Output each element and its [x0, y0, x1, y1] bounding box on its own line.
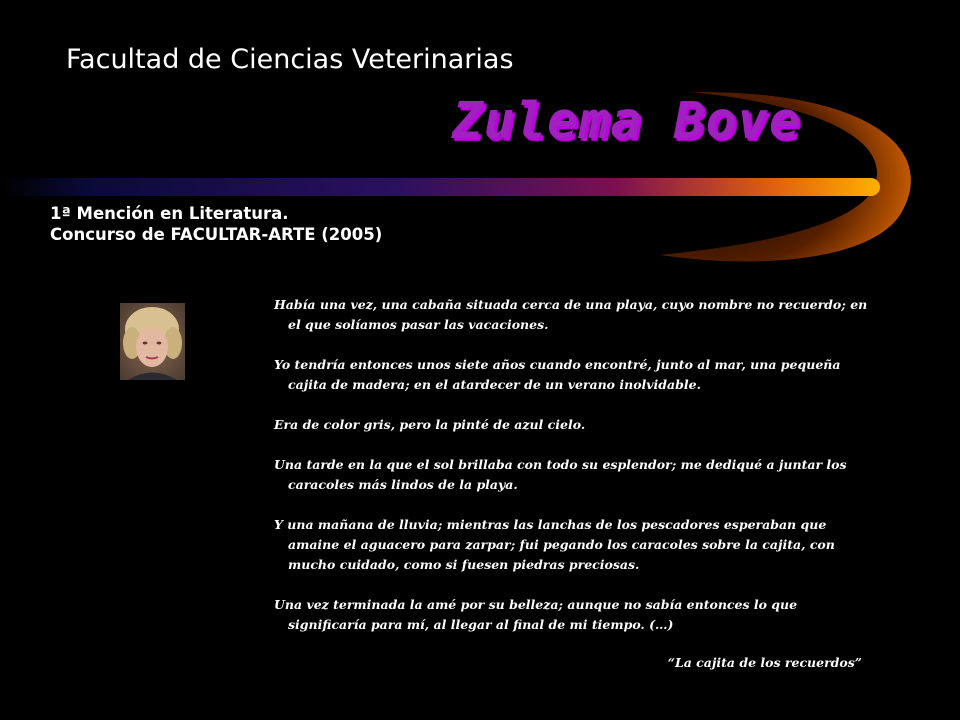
story-text	[274, 295, 874, 693]
award-text	[50, 203, 382, 245]
portrait-image	[120, 303, 185, 380]
author-name: Zulema Bove	[452, 92, 801, 151]
faculty-title: Facultad de Ciencias Veterinarias	[66, 44, 514, 75]
story-paragraph: Una vez terminada la amé por su belleza; aunque no sabía entonces lo que significaría para mí, al llegar al final de mi tiempo. (…)	[274, 597, 798, 632]
swoosh-bar	[0, 178, 880, 196]
award-line-2: Concurso de FACULTAR-ARTE (2005)	[50, 225, 383, 244]
story-paragraph: Era de color gris, pero la pinté de azul cielo.	[274, 417, 586, 432]
story-paragraph: Y una mañana de lluvia; mientras las lanchas de los pescadores esperaban que amaine el aguacero para zarpar; fui pegando los caracoles sobre la cajita, con mucho cuidado, como si fuesen piedras preciosas.	[274, 517, 835, 572]
story-paragraph: Había una vez, una cabaña situada cerca de una playa, cuyo nombre no recuerdo; en el que solíamos pasar las vacaciones.	[274, 297, 868, 332]
story-paragraph: Una tarde en la que el sol brillaba con todo su esplendor; me dediqué a juntar los caracoles más lindos de la playa.	[274, 457, 847, 492]
story-title: “La cajita de los recuerdos”	[667, 655, 862, 670]
award-line-1: 1ª Mención en Literatura.	[50, 204, 289, 223]
story-paragraph: Yo tendría entonces unos siete años cuando encontré, junto al mar, una pequeña cajita de madera; en el atardecer de un verano inolvidable.	[274, 357, 841, 392]
author-photo	[120, 303, 185, 380]
